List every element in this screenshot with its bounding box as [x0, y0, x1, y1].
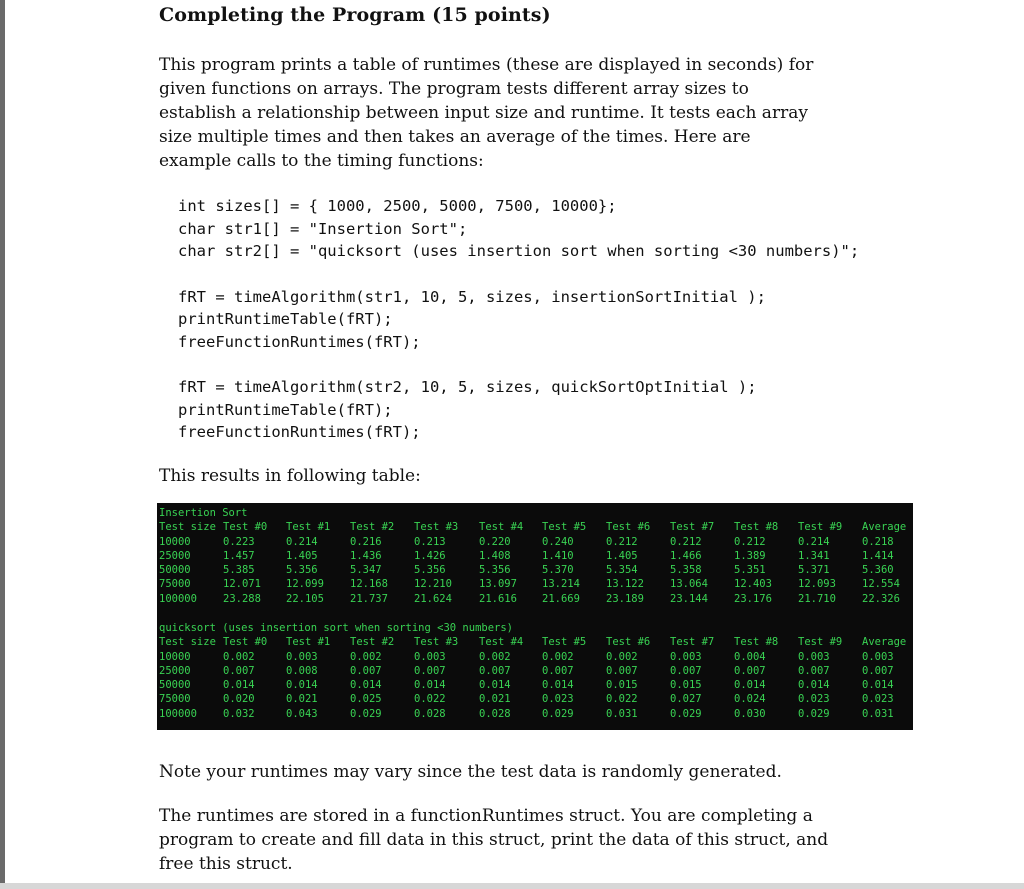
table-cell: 0.004 — [734, 650, 766, 663]
table-cell: 0.214 — [286, 535, 318, 548]
table-cell: 13.214 — [542, 578, 580, 591]
table-cell: 0.031 — [606, 707, 638, 720]
table-cell: 0.028 — [479, 707, 511, 720]
table-cell: 0.030 — [734, 707, 766, 720]
table-cell: 0.003 — [670, 650, 702, 663]
table-cell: 5.354 — [606, 564, 638, 577]
table-header-row — [159, 635, 909, 649]
table-header-cell: Test #7 — [670, 636, 715, 649]
table-header-cell: Test size — [159, 521, 216, 534]
table-row — [159, 592, 909, 606]
table-cell: 13.097 — [479, 578, 517, 591]
table-header-cell: Test #1 — [286, 636, 331, 649]
table-cell: 0.024 — [734, 693, 766, 706]
table-row — [159, 664, 909, 678]
table-cell: 12.093 — [798, 578, 836, 591]
table-header-cell: Test #2 — [350, 521, 395, 534]
table-cell: 0.213 — [414, 535, 446, 548]
code-line: int sizes[] = { 1000, 2500, 5000, 7500, 10000}; — [178, 197, 617, 215]
closing-paragraph: The runtimes are stored in a functionRuntimes struct. You are completing a program to create and fill data in this struct, print the data of this struct, and free this struct. — [159, 806, 829, 874]
table-cell: 0.020 — [223, 693, 255, 706]
table-cell: 5.358 — [670, 564, 702, 577]
table-row — [159, 692, 909, 706]
table-header-cell: Test #9 — [798, 636, 843, 649]
table-cell: 5.385 — [223, 564, 255, 577]
table-cell: 23.288 — [223, 592, 261, 605]
table-cell: 13.064 — [670, 578, 708, 591]
table-cell: 0.021 — [479, 693, 511, 706]
table-cell: 5.356 — [479, 564, 511, 577]
table-cell: 12.403 — [734, 578, 772, 591]
code-line: freeFunctionRuntimes(fRT); — [178, 332, 421, 351]
table-cell: 23.189 — [606, 592, 644, 605]
table-cell: 50000 — [159, 564, 191, 577]
table-cell: 0.014 — [479, 679, 511, 692]
table-cell: 0.027 — [670, 693, 702, 706]
table-cell: 75000 — [159, 693, 191, 706]
table-cell: 0.014 — [286, 679, 318, 692]
table-cell: 0.014 — [414, 679, 446, 692]
table-cell: 12.554 — [862, 578, 900, 591]
table-cell: 5.347 — [350, 564, 382, 577]
table-cell: 0.002 — [223, 650, 255, 663]
table-cell: 0.007 — [862, 664, 894, 677]
table-cell: 0.043 — [286, 707, 318, 720]
table-cell: 25000 — [159, 549, 191, 562]
table-cell: 5.370 — [542, 564, 574, 577]
table-cell: 0.031 — [862, 707, 894, 720]
code-block — [178, 195, 859, 444]
results-intro: This results in following table: — [159, 466, 421, 486]
table-cell: 1.408 — [479, 549, 511, 562]
table-cell: 1.414 — [862, 549, 894, 562]
table-title: quicksort (uses insertion sort when sorting <30 numbers) — [159, 622, 514, 634]
table-cell: 0.015 — [670, 679, 702, 692]
table-cell: 0.003 — [862, 650, 894, 663]
code-blank-line — [178, 263, 859, 286]
table-cell: 0.029 — [798, 707, 830, 720]
table-cell: 22.105 — [286, 592, 324, 605]
table-header-cell: Test #5 — [542, 521, 587, 534]
runtime-table-quicksort — [159, 621, 909, 721]
table-cell: 0.212 — [670, 535, 702, 548]
code-line: printRuntimeTable(fRT); — [178, 310, 393, 328]
table-header-cell: Test #3 — [414, 521, 459, 534]
table-cell: 0.022 — [414, 693, 446, 706]
table-cell: 0.007 — [223, 664, 255, 677]
table-cell: 0.014 — [350, 679, 382, 692]
table-header-cell: Test #8 — [734, 521, 779, 534]
table-cell: 0.007 — [606, 664, 638, 677]
table-cell: 21.669 — [542, 592, 580, 605]
table-cell: 0.216 — [350, 535, 382, 548]
table-cell: 21.624 — [414, 592, 452, 605]
table-header-row — [159, 520, 909, 534]
table-row — [159, 707, 909, 721]
table-cell: 0.014 — [798, 679, 830, 692]
table-header-cell: Test #4 — [479, 636, 524, 649]
table-cell: 0.028 — [414, 707, 446, 720]
code-blank-line — [178, 353, 859, 376]
table-cell: 1.341 — [798, 549, 830, 562]
table-row — [159, 563, 909, 577]
table-cell: 0.003 — [286, 650, 318, 663]
table-cell: 0.007 — [734, 664, 766, 677]
table-cell: 0.032 — [223, 707, 255, 720]
table-cell: 21.710 — [798, 592, 836, 605]
code-line: freeFunctionRuntimes(fRT); — [178, 423, 421, 441]
table-title: Insertion Sort — [159, 507, 248, 519]
intro-paragraph: This program prints a table of runtimes (these are displayed in seconds) for given functions on arrays. The program tests different array sizes to establish a relationship between input size and runtime. It tests each array size multiple times and then takes an average of the times. Here are example calls to the timing functions: — [159, 55, 814, 171]
table-header-cell: Test #7 — [670, 521, 715, 534]
table-cell: 0.218 — [862, 535, 894, 548]
left-edge-bar — [0, 0, 5, 889]
table-cell: 0.022 — [606, 693, 638, 706]
table-cell: 0.212 — [606, 535, 638, 548]
table-cell: 23.176 — [734, 592, 772, 605]
table-cell: 10000 — [159, 650, 191, 663]
table-cell: 0.029 — [670, 707, 702, 720]
table-cell: 21.616 — [479, 592, 517, 605]
table-cell: 0.003 — [414, 650, 446, 663]
table-cell: 1.466 — [670, 549, 702, 562]
table-header-cell: Test size — [159, 636, 216, 649]
table-cell: 5.371 — [798, 564, 830, 577]
table-cell: 13.122 — [606, 578, 644, 591]
table-cell: 0.014 — [542, 679, 574, 692]
table-header-cell: Average — [862, 636, 907, 649]
table-cell: 1.436 — [350, 549, 382, 562]
table-cell: 0.014 — [734, 679, 766, 692]
code-line: fRT = timeAlgorithm(str1, 10, 5, sizes, insertionSortInitial ); — [178, 287, 766, 306]
table-cell: 1.405 — [606, 549, 638, 562]
table-cell: 1.389 — [734, 549, 766, 562]
table-cell: 5.351 — [734, 564, 766, 577]
table-cell: 0.021 — [286, 693, 318, 706]
table-cell: 0.002 — [542, 650, 574, 663]
table-cell: 0.002 — [350, 650, 382, 663]
table-cell: 0.023 — [862, 693, 894, 706]
table-cell: 100000 — [159, 592, 197, 605]
table-cell: 12.168 — [350, 578, 388, 591]
table-header-cell: Test #2 — [350, 636, 395, 649]
table-row — [159, 678, 909, 692]
table-cell: 0.029 — [350, 707, 382, 720]
table-cell: 0.212 — [734, 535, 766, 548]
table-cell: 0.023 — [798, 693, 830, 706]
section-heading: Completing the Program (15 points) — [159, 4, 551, 26]
table-row — [159, 535, 909, 549]
code-line: char str2[] = "quicksort (uses insertion sort when sorting <30 numbers)"; — [178, 242, 860, 260]
table-cell: 21.737 — [350, 592, 388, 605]
table-header-cell: Test #8 — [734, 636, 779, 649]
code-line: char str1[] = "Insertion Sort"; — [178, 219, 468, 238]
table-cell: 0.015 — [606, 679, 638, 692]
table-cell: 0.002 — [606, 650, 638, 663]
table-cell: 0.220 — [479, 535, 511, 548]
table-cell: 0.029 — [542, 707, 574, 720]
table-cell: 5.360 — [862, 564, 894, 577]
table-cell: 1.457 — [223, 549, 255, 562]
table-row — [159, 650, 909, 664]
table-cell: 0.214 — [798, 535, 830, 548]
table-cell: 25000 — [159, 664, 191, 677]
table-cell: 1.405 — [286, 549, 318, 562]
table-cell: 0.007 — [542, 664, 574, 677]
table-cell: 0.014 — [223, 679, 255, 692]
table-cell: 0.014 — [862, 679, 894, 692]
table-cell: 0.007 — [414, 664, 446, 677]
table-cell: 0.007 — [670, 664, 702, 677]
table-cell: 0.025 — [350, 693, 382, 706]
table-cell: 0.008 — [286, 664, 318, 677]
table-header-cell: Test #0 — [223, 636, 268, 649]
table-header-cell: Test #6 — [606, 521, 651, 534]
table-cell: 23.144 — [670, 592, 708, 605]
table-row — [159, 549, 909, 563]
table-cell: 0.007 — [350, 664, 382, 677]
table-cell: 0.023 — [542, 693, 574, 706]
table-header-cell: Test #6 — [606, 636, 651, 649]
table-header-cell: Test #1 — [286, 521, 331, 534]
table-cell: 10000 — [159, 535, 191, 548]
table-cell: 0.002 — [479, 650, 511, 663]
table-cell: 0.007 — [798, 664, 830, 677]
table-header-cell: Test #3 — [414, 636, 459, 649]
table-cell: 12.071 — [223, 578, 261, 591]
table-cell: 12.210 — [414, 578, 452, 591]
table-cell: 75000 — [159, 578, 191, 591]
table-cell: 1.410 — [542, 549, 574, 562]
table-header-cell: Test #4 — [479, 521, 524, 534]
table-header-cell: Test #9 — [798, 521, 843, 534]
table-header-cell: Test #0 — [223, 521, 268, 534]
table-cell: 0.007 — [479, 664, 511, 677]
table-header-cell: Average — [862, 521, 907, 534]
table-cell: 0.003 — [798, 650, 830, 663]
table-cell: 12.099 — [286, 578, 324, 591]
table-header-cell: Test #5 — [542, 636, 587, 649]
runtime-table-insertion-sort — [159, 506, 909, 606]
table-cell: 50000 — [159, 679, 191, 692]
table-cell: 0.240 — [542, 535, 574, 548]
terminal-output — [157, 503, 913, 730]
table-cell: 0.223 — [223, 535, 255, 548]
code-line: printRuntimeTable(fRT); — [178, 400, 393, 419]
bottom-edge-bar — [0, 883, 1024, 889]
table-cell: 1.426 — [414, 549, 446, 562]
table-cell: 22.326 — [862, 592, 900, 605]
table-cell: 100000 — [159, 707, 197, 720]
table-cell: 5.356 — [414, 564, 446, 577]
code-line: fRT = timeAlgorithm(str2, 10, 5, sizes, quickSortOptInitial ); — [178, 378, 757, 396]
table-cell: 5.356 — [286, 564, 318, 577]
runtime-note: Note your runtimes may vary since the test data is randomly generated. — [159, 762, 782, 782]
table-row — [159, 577, 909, 591]
